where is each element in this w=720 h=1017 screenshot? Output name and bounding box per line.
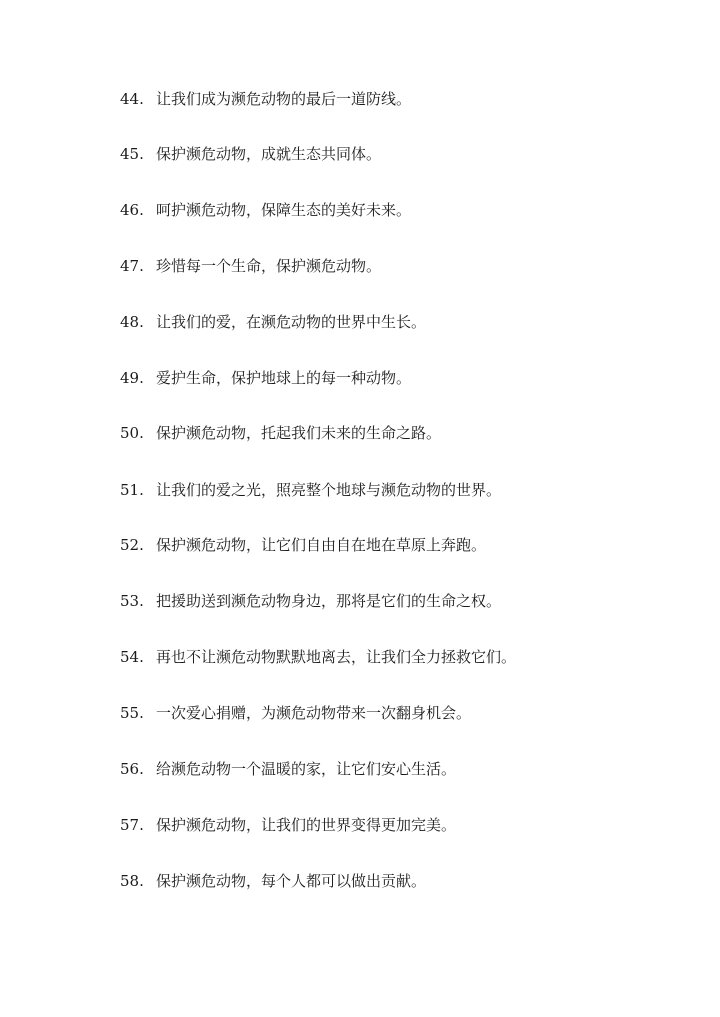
item-number: 44.	[120, 90, 144, 108]
item-number: 52.	[120, 536, 144, 554]
item-text: 让我们的爱，在濒危动物的世界中生长。	[156, 313, 427, 331]
list-item	[120, 142, 381, 166]
item-number: 55.	[120, 704, 144, 722]
item-number: 48.	[120, 313, 144, 331]
item-number: 50.	[120, 424, 144, 442]
item-number: 56.	[120, 760, 144, 778]
item-text: 让我们成为濒危动物的最后一道防线。	[156, 90, 412, 108]
item-text: 爱护生命，保护地球上的每一种动物。	[156, 369, 412, 387]
item-text: 保护濒危动物，托起我们未来的生命之路。	[156, 424, 442, 442]
item-text: 保护濒危动物，让我们的世界变得更加完美。	[156, 816, 457, 834]
list-item	[120, 87, 411, 111]
item-number: 58.	[120, 872, 144, 890]
list-item	[120, 869, 426, 893]
list-item	[120, 310, 426, 334]
item-number: 49.	[120, 369, 144, 387]
item-number: 53.	[120, 592, 144, 610]
list-item	[120, 366, 411, 390]
item-text: 保护濒危动物，成就生态共同体。	[156, 145, 382, 163]
item-text: 给濒危动物一个温暖的家，让它们安心生活。	[156, 760, 457, 778]
item-number: 57.	[120, 816, 144, 834]
list-item	[120, 478, 501, 502]
list-item	[120, 198, 411, 222]
item-text: 保护濒危动物，每个人都可以做出贡献。	[156, 872, 427, 890]
list-item	[120, 254, 381, 278]
item-number: 47.	[120, 257, 144, 275]
list-item	[120, 813, 456, 837]
item-text: 一次爱心捐赠，为濒危动物带来一次翻身机会。	[156, 704, 472, 722]
list-item	[120, 533, 486, 557]
list-item	[120, 421, 441, 445]
item-number: 46.	[120, 201, 144, 219]
item-number: 51.	[120, 481, 144, 499]
list-item	[120, 701, 471, 725]
list-item	[120, 757, 456, 781]
item-number: 54.	[120, 648, 144, 666]
item-text: 把援助送到濒危动物身边，那将是它们的生命之权。	[156, 592, 502, 610]
list-item	[120, 589, 501, 613]
list-item	[120, 645, 516, 669]
item-text: 呵护濒危动物，保障生态的美好未来。	[156, 201, 412, 219]
item-text: 保护濒危动物，让它们自由自在地在草原上奔跑。	[156, 536, 487, 554]
item-text: 再也不让濒危动物默默地离去，让我们全力拯救它们。	[156, 648, 517, 666]
item-text: 珍惜每一个生命，保护濒危动物。	[156, 257, 382, 275]
item-number: 45.	[120, 145, 144, 163]
item-text: 让我们的爱之光，照亮整个地球与濒危动物的世界。	[156, 481, 502, 499]
